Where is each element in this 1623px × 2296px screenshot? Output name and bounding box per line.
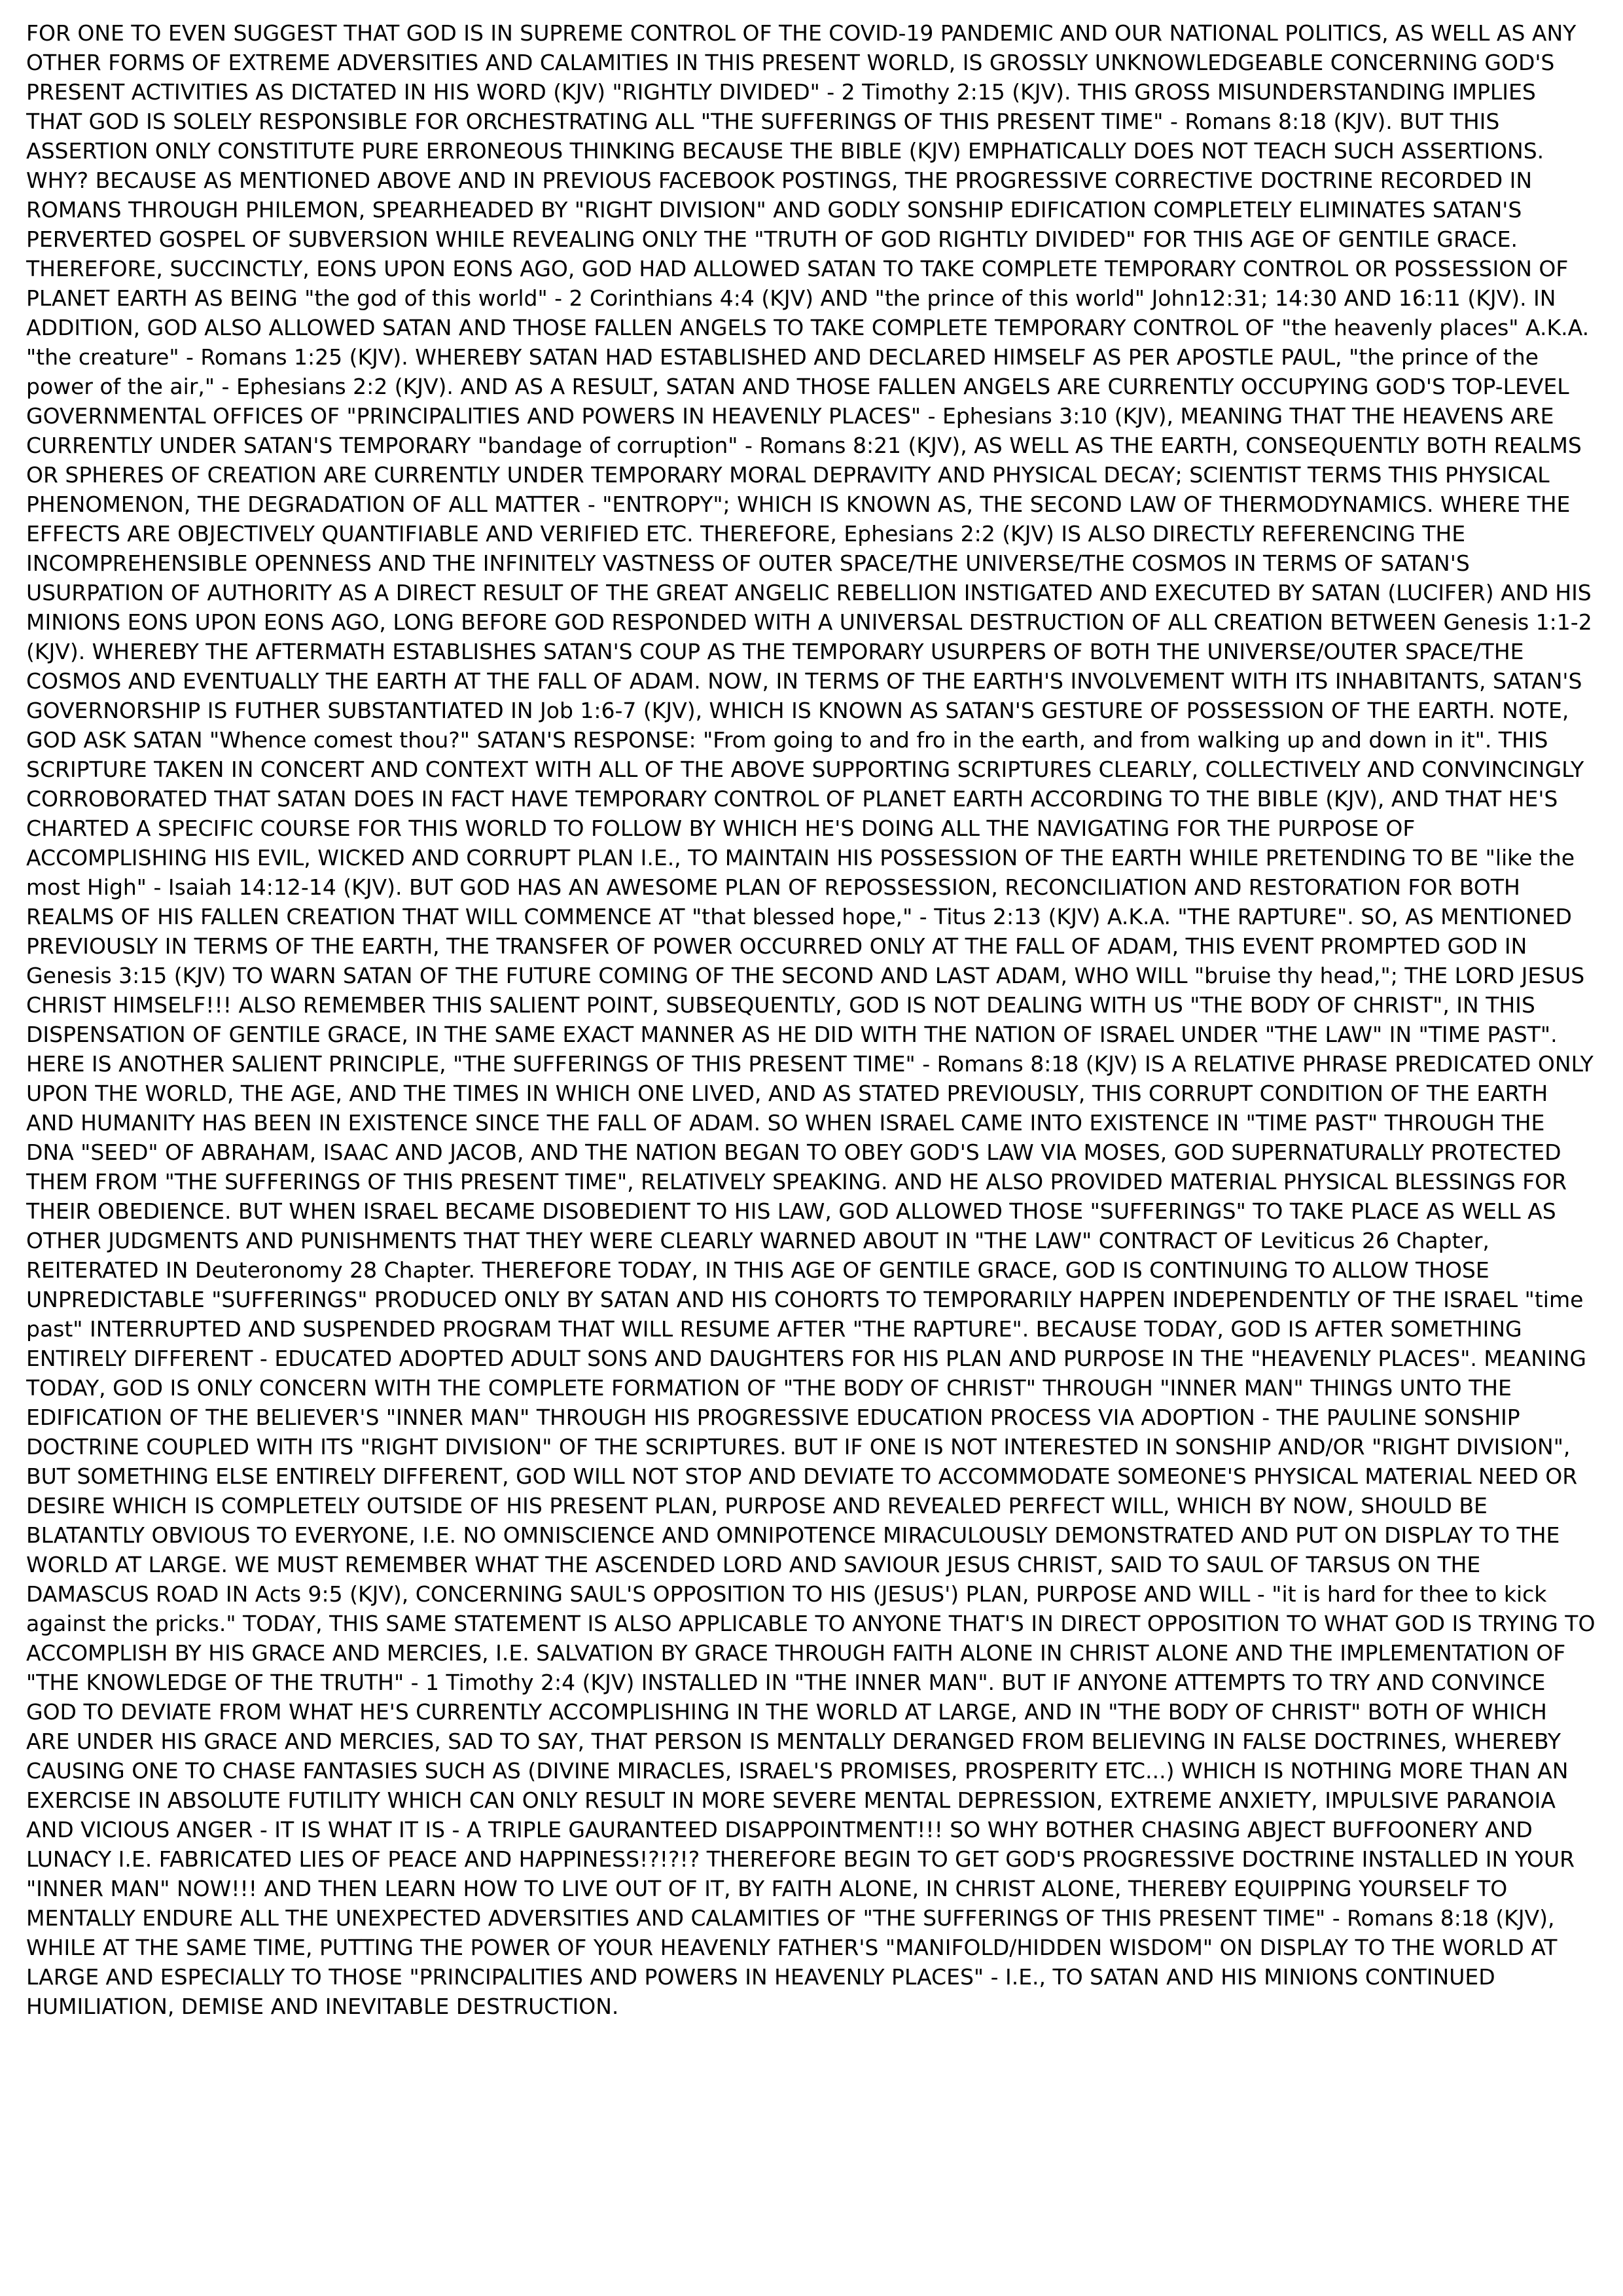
document-page — [26, 18, 1597, 2283]
body-paragraph: FOR ONE TO EVEN SUGGEST THAT GOD IS IN SUPREME CONTROL OF THE COVID-19 PANDEMIC AND OUR NATIONAL POLITICS, AS WELL AS ANY OTHER FORMS OF EXTREME ADVERSITIES AND CALAMITIES IN THIS PRESENT WORLD, IS GROSSLY UNKNOWLEDGEABLE CONCERNING GOD'S PRESENT ACTIVITIES AS DICTATED IN HIS WORD (KJV) "RIGHTLY DIVIDED" - 2 Timothy 2:15 (KJV). THIS GROSS MISUNDERSTANDING IMPLIES THAT GOD IS SOLELY RESPONSIBLE FOR ORCHESTRATING ALL "THE SUFFERINGS OF THIS PRESENT TIME" - Romans 8:18 (KJV). BUT THIS ASSERTION ONLY CONSTITUTE PURE ERRONEOUS THINKING BECAUSE THE BIBLE (KJV) EMPHATICALLY DOES NOT TEACH SUCH ASSERTIONS. WHY? BECAUSE AS MENTIONED ABOVE AND IN PREVIOUS FACEBOOK POSTINGS, THE PROGRESSIVE CORRECTIVE DOCTRINE RECORDED IN ROMANS THROUGH PHILEMON, SPEARHEADED BY "RIGHT DIVISION" AND GODLY SONSHIP EDIFICATION COMPLETELY ELIMINATES SATAN'S PERVERTED GOSPEL OF SUBVERSION WHILE REVEALING ONLY THE "TRUTH OF GOD RIGHTLY DIVIDED" FOR THIS AGE OF GENTILE GRACE. THEREFORE, SUCCINCTLY, EONS UPON EONS AGO, GOD HAD ALLOWED SATAN TO TAKE COMPLETE TEMPORARY CONTROL OR POSSESSION OF PLANET EARTH AS BEING "the god of this world" - 2 Corinthians 4:4 (KJV) AND "the prince of this world" John12:31; 14:30 AND 16:11 (KJV). IN ADDITION, GOD ALSO ALLOWED SATAN AND THOSE FALLEN ANGELS TO TAKE COMPLETE TEMPORARY CONTROL OF "the heavenly places" A.K.A. "the creature" - Romans 1:25 (KJV). WHEREBY SATAN HAD ESTABLISHED AND DECLARED HIMSELF AS PER APOSTLE PAUL, "the prince of the power of the air," - Ephesians 2:2 (KJV). AND AS A RESULT, SATAN AND THOSE FALLEN ANGELS ARE CURRENTLY OCCUPYING GOD'S TOP-LEVEL GOVERNMENTAL OFFICES OF "PRINCIPALITIES AND POWERS IN HEAVENLY PLACES" - Ephesians 3:10 (KJV), MEANING THAT THE HEAVENS ARE CURRENTLY UNDER SATAN'S TEMPORARY "bandage of corruption" - Romans 8:21 (KJV), AS WELL AS THE EARTH, CONSEQUENTLY BOTH REALMS OR SPHERES OF CREATION ARE CURRENTLY UNDER TEMPORARY MORAL DEPRAVITY AND PHYSICAL DECAY; SCIENTIST TERMS THIS PHYSICAL PHENOMENON, THE DEGRADATION OF ALL MATTER - "ENTROPY"; WHICH IS KNOWN AS, THE SECOND LAW OF THERMODYNAMICS. WHERE THE EFFECTS ARE OBJECTIVELY QUANTIFIABLE AND VERIFIED ETC. THEREFORE, Ephesians 2:2 (KJV) IS ALSO DIRECTLY REFERENCING THE INCOMPREHENSIBLE OPENNESS AND THE INFINITELY VASTNESS OF OUTER SPACE/THE UNIVERSE/THE COSMOS IN TERMS OF SATAN'S USURPATION OF AUTHORITY AS A DIRECT RESULT OF THE GREAT ANGELIC REBELLION INSTIGATED AND EXECUTED BY SATAN (LUCIFER) AND HIS MINIONS EONS UPON EONS AGO, LONG BEFORE GOD RESPONDED WITH A UNIVERSAL DESTRUCTION OF ALL CREATION BETWEEN Genesis 1:1-2 (KJV). WHEREBY THE AFTERMATH ESTABLISHES SATAN'S COUP AS THE TEMPORARY USURPERS OF BOTH THE UNIVERSE/OUTER SPACE/THE COSMOS AND EVENTUALLY THE EARTH AT THE FALL OF ADAM. NOW, IN TERMS OF THE EARTH'S INVOLVEMENT WITH ITS INHABITANTS, SATAN'S GOVERNORSHIP IS FUTHER SUBSTANTIATED IN Job 1:6-7 (KJV), WHICH IS KNOWN AS SATAN'S GESTURE OF POSSESSION OF THE EARTH. NOTE, GOD ASK SATAN "Whence comest thou?" SATAN'S RESPONSE: "From going to and fro in the earth, and from walking up and down in it". THIS SCRIPTURE TAKEN IN CONCERT AND CONTEXT WITH ALL OF THE ABOVE SUPPORTING SCRIPTURES CLEARLY, COLLECTIVELY AND CONVINCINGLY CORROBORATED THAT SATAN DOES IN FACT HAVE TEMPORARY CONTROL OF PLANET EARTH ACCORDING TO THE BIBLE (KJV), AND THAT HE'S CHARTED A SPECIFIC COURSE FOR THIS WORLD TO FOLLOW BY WHICH HE'S DOING ALL THE NAVIGATING FOR THE PURPOSE OF ACCOMPLISHING HIS EVIL, WICKED AND CORRUPT PLAN I.E., TO MAINTAIN HIS POSSESSION OF THE EARTH WHILE PRETENDING TO BE "like the most High" - Isaiah 14:12-14 (KJV). BUT GOD HAS AN AWESOME PLAN OF REPOSSESSION, RECONCILIATION AND RESTORATION FOR BOTH REALMS OF HIS FALLEN CREATION THAT WILL COMMENCE AT "that blessed hope," - Titus 2:13 (KJV) A.K.A. "THE RAPTURE". SO, AS MENTIONED PREVIOUSLY IN TERMS OF THE EARTH, THE TRANSFER OF POWER OCCURRED ONLY AT THE FALL OF ADAM, THIS EVENT PROMPTED GOD IN Genesis 3:15 (KJV) TO WARN SATAN OF THE FUTURE COMING OF THE SECOND AND LAST ADAM, WHO WILL "bruise thy head,"; THE LORD JESUS CHRIST HIMSELF!!! ALSO REMEMBER THIS SALIENT POINT, SUBSEQUENTLY, GOD IS NOT DEALING WITH US "THE BODY OF CHRIST", IN THIS DISPENSATION OF GENTILE GRACE, IN THE SAME EXACT MANNER AS HE DID WITH THE NATION OF ISRAEL UNDER "THE LAW" IN "TIME PAST". HERE IS ANOTHER SALIENT PRINCIPLE, "THE SUFFERINGS OF THIS PRESENT TIME" - Romans 8:18 (KJV) IS A RELATIVE PHRASE PREDICATED ONLY UPON THE WORLD, THE AGE, AND THE TIMES IN WHICH ONE LIVED, AND AS STATED PREVIOUSLY, THIS CORRUPT CONDITION OF THE EARTH AND HUMANITY HAS BEEN IN EXISTENCE SINCE THE FALL OF ADAM. SO WHEN ISRAEL CAME INTO EXISTENCE IN "TIME PAST" THROUGH THE DNA "SEED" OF ABRAHAM, ISAAC AND JACOB, AND THE NATION BEGAN TO OBEY GOD'S LAW VIA MOSES, GOD SUPERNATURALLY PROTECTED THEM FROM "THE SUFFERINGS OF THIS PRESENT TIME", RELATIVELY SPEAKING. AND HE ALSO PROVIDED MATERIAL PHYSICAL BLESSINGS FOR THEIR OBEDIENCE. BUT WHEN ISRAEL BECAME DISOBEDIENT TO HIS LAW, GOD ALLOWED THOSE "SUFFERINGS" TO TAKE PLACE AS WELL AS OTHER JUDGMENTS AND PUNISHMENTS THAT THEY WERE CLEARLY WARNED ABOUT IN "THE LAW" CONTRACT OF Leviticus 26 Chapter, REITERATED IN Deuteronomy 28 Chapter. THEREFORE TODAY, IN THIS AGE OF GENTILE GRACE, GOD IS CONTINUING TO ALLOW THOSE UNPREDICTABLE "SUFFERINGS" PRODUCED ONLY BY SATAN AND HIS COHORTS TO TEMPORARILY HAPPEN INDEPENDENTLY OF THE ISRAEL "time past" INTERRUPTED AND SUSPENDED PROGRAM THAT WILL RESUME AFTER "THE RAPTURE". BECAUSE TODAY, GOD IS AFTER SOMETHING ENTIRELY DIFFERENT - EDUCATED ADOPTED ADULT SONS AND DAUGHTERS FOR HIS PLAN AND PURPOSE IN THE "HEAVENLY PLACES". MEANING TODAY, GOD IS ONLY CONCERN WITH THE COMPLETE FORMATION OF "THE BODY OF CHRIST" THROUGH "INNER MAN" THINGS UNTO THE EDIFICATION OF THE BELIEVER'S "INNER MAN" THROUGH HIS PROGRESSIVE EDUCATION PROCESS VIA ADOPTION - THE PAULINE SONSHIP DOCTRINE COUPLED WITH ITS "RIGHT DIVISION" OF THE SCRIPTURES. BUT IF ONE IS NOT INTERESTED IN SONSHIP AND/OR "RIGHT DIVISION", BUT SOMETHING ELSE ENTIRELY DIFFERENT, GOD WILL NOT STOP AND DEVIATE TO ACCOMMODATE SOMEONE'S PHYSICAL MATERIAL NEED OR DESIRE WHICH IS COMPLETELY OUTSIDE OF HIS PRESENT PLAN, PURPOSE AND REVEALED PERFECT WILL, WHICH BY NOW, SHOULD BE BLATANTLY OBVIOUS TO EVERYONE, I.E. NO OMNISCIENCE AND OMNIPOTENCE MIRACULOUSLY DEMONSTRATED AND PUT ON DISPLAY TO THE WORLD AT LARGE. WE MUST REMEMBER WHAT THE ASCENDED LORD AND SAVIOUR JESUS CHRIST, SAID TO SAUL OF TARSUS ON THE DAMASCUS ROAD IN Acts 9:5 (KJV), CONCERNING SAUL'S OPPOSITION TO HIS (JESUS') PLAN, PURPOSE AND WILL - "it is hard for thee to kick against the pricks." TODAY, THIS SAME STATEMENT IS ALSO APPLICABLE TO ANYONE THAT'S IN DIRECT OPPOSITION TO WHAT GOD IS TRYING TO ACCOMPLISH BY HIS GRACE AND MERCIES, I.E. SALVATION BY GRACE THROUGH FAITH ALONE IN CHRIST ALONE AND THE IMPLEMENTATION OF "THE KNOWLEDGE OF THE TRUTH" - 1 Timothy 2:4 (KJV) INSTALLED IN "THE INNER MAN". BUT IF ANYONE ATTEMPTS TO TRY AND CONVINCE GOD TO DEVIATE FROM WHAT HE'S CURRENTLY ACCOMPLISHING IN THE WORLD AT LARGE, AND IN "THE BODY OF CHRIST" BOTH OF WHICH ARE UNDER HIS GRACE AND MERCIES, SAD TO SAY, THAT PERSON IS MENTALLY DERANGED FROM BELIEVING IN FALSE DOCTRINES, WHEREBY CAUSING ONE TO CHASE FANTASIES SUCH AS (DIVINE MIRACLES, ISRAEL'S PROMISES, PROSPERITY ETC...) WHICH IS NOTHING MORE THAN AN EXERCISE IN ABSOLUTE FUTILITY WHICH CAN ONLY RESULT IN MORE SEVERE MENTAL DEPRESSION, EXTREME ANXIETY, IMPULSIVE PARANOIA AND VICIOUS ANGER - IT IS WHAT IT IS - A TRIPLE GAURANTEED DISAPPOINTMENT!!! SO WHY BOTHER CHASING ABJECT BUFFOONERY AND LUNACY I.E. FABRICATED LIES OF PEACE AND HAPPINESS!?!?!? THEREFORE BEGIN TO GET GOD'S PROGRESSIVE DOCTRINE INSTALLED IN YOUR "INNER MAN" NOW!!! AND THEN LEARN HOW TO LIVE OUT OF IT, BY FAITH ALONE, IN CHRIST ALONE, THEREBY EQUIPPING YOURSELF TO MENTALLY ENDURE ALL THE UNEXPECTED ADVERSITIES AND CALAMITIES OF "THE SUFFERINGS OF THIS PRESENT TIME" - Romans 8:18 (KJV), WHILE AT THE SAME TIME, PUTTING THE POWER OF YOUR HEAVENLY FATHER'S "MANIFOLD/HIDDEN WISDOM" ON DISPLAY TO THE WORLD AT LARGE AND ESPECIALLY TO THOSE "PRINCIPALITIES AND POWERS IN HEAVENLY PLACES" - I.E., TO SATAN AND HIS MINIONS CONTINUED HUMILIATION, DEMISE AND INEVITABLE DESTRUCTION. — [26, 20, 1596, 2019]
